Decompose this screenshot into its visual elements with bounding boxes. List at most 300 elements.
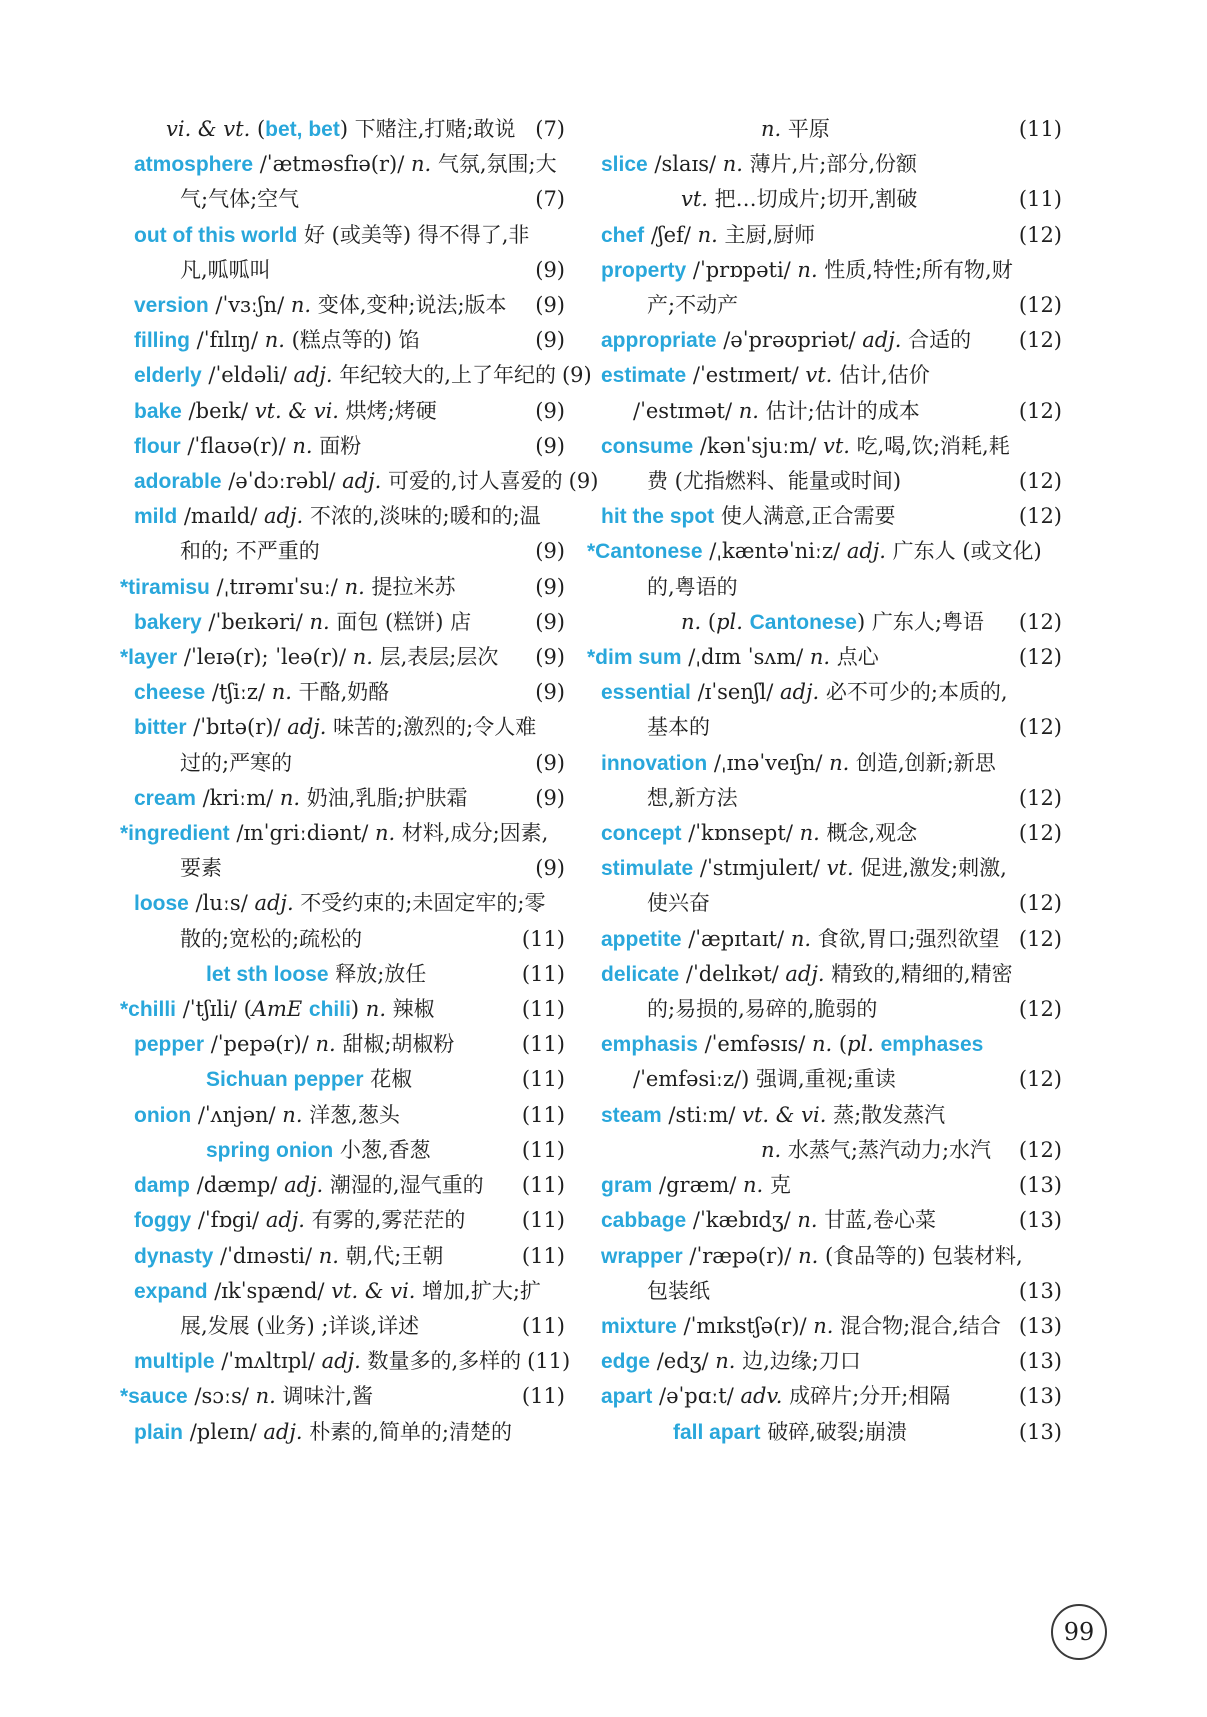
glossary-line-text (134, 1415, 512, 1450)
glossary-line (585, 1027, 1062, 1062)
definition-text: 面粉 (312, 433, 362, 458)
definition-text: 味苦的;激烈的;令人难 (326, 715, 537, 740)
part-of-speech: vt. & vi. (254, 398, 339, 423)
definition-text: /kənˈsjuːm/ (693, 433, 823, 458)
definition-text: 估计,估价 (832, 363, 930, 388)
glossary-line-text (120, 570, 455, 605)
glossary-line (118, 1027, 565, 1062)
glossary-line (585, 218, 1062, 253)
glossary-line-text (647, 570, 738, 605)
definition-text: /ʃef/ (644, 222, 698, 247)
definition-text: /ˈtʃɪli/ ( (176, 997, 252, 1022)
definition-text: /ˈfɒgi/ (191, 1208, 266, 1233)
glossary-line (585, 323, 1062, 358)
glossary-line-text (673, 1415, 907, 1450)
headword-text: filling (134, 329, 190, 353)
definition-text: 朴素的,简单的;清楚的 (302, 1419, 512, 1444)
definition-text: 水蒸气;蒸汽动力;水汽 (781, 1137, 992, 1162)
unit-page-ref: (9) (535, 609, 565, 634)
glossary-line-text (647, 288, 738, 323)
glossary-line (585, 710, 1062, 745)
part-of-speech: pl. (716, 609, 743, 634)
glossary-line (118, 288, 565, 323)
definition-text: 必不可少的;本质的, (819, 680, 1008, 705)
unit-page-ref: (11) (521, 1313, 565, 1338)
glossary-line-text (587, 534, 1042, 569)
unit-page-ref: (9) (535, 328, 565, 353)
page-number-badge (1051, 1604, 1107, 1660)
headword-text: steam (601, 1103, 662, 1127)
glossary-line (585, 1133, 1062, 1168)
definition-text: /græm/ (652, 1173, 743, 1198)
headword-text: plain (134, 1420, 184, 1444)
definition-text: 使兴奋 (647, 891, 710, 916)
definition-text: 增加,扩大;扩 (415, 1278, 541, 1303)
definition-text: /pleɪn/ (183, 1419, 264, 1444)
glossary-line-text (601, 1168, 791, 1203)
part-of-speech: n. (811, 1032, 833, 1057)
definition-text: 使人满意,正合需要 (714, 504, 896, 529)
unit-page-ref: (12) (1018, 504, 1062, 529)
part-of-speech: n. (809, 645, 831, 670)
definition-text: ( (256, 117, 266, 141)
glossary-line-text (601, 957, 1013, 992)
glossary-line (118, 218, 565, 253)
definition-text: /ˈætməsfɪə(r)/ (253, 152, 411, 177)
part-of-speech: n. (813, 1313, 834, 1338)
glossary-line (118, 992, 565, 1027)
definition-text: ( (701, 609, 717, 634)
part-of-speech: n. (410, 152, 432, 177)
headword-text: *ingredient (120, 822, 230, 846)
headword-text: estimate (601, 364, 687, 388)
glossary-line-text (601, 429, 1010, 464)
unit-page-ref: (13) (1018, 1419, 1062, 1444)
unit-page-ref: (11) (521, 997, 565, 1022)
definition-text: 食欲,胃口;强烈欲望 (811, 926, 1000, 951)
headword-text: foggy (134, 1209, 192, 1233)
unit-page-ref: (11) (521, 1102, 565, 1127)
definition-text: /əˈdɔːrəbl/ (221, 469, 343, 494)
glossary-line (118, 1274, 565, 1309)
glossary-column-right (585, 112, 1062, 1450)
part-of-speech: vt. (826, 856, 854, 881)
unit-page-ref: (11) (521, 961, 565, 986)
glossary-line-text (134, 781, 468, 816)
glossary-line (585, 147, 1062, 182)
definition-text: 气;气体;空气 (180, 187, 300, 212)
definition-text: /ˌdɪm ˈsʌm/ (681, 645, 810, 670)
headword-text: *Cantonese (587, 540, 703, 564)
definition-text: ) (350, 997, 366, 1022)
glossary-line-text (134, 1274, 541, 1309)
part-of-speech: n. (282, 1102, 303, 1127)
headword-text: bitter (134, 716, 187, 740)
glossary-line-text (134, 886, 545, 921)
definition-text: /ˈleɪə(r); ˈleə(r)/ (177, 645, 353, 670)
definition-text: 的,粤语的 (647, 574, 738, 599)
definition-text: 精致的,精细的,精密 (824, 961, 1013, 986)
glossary-line-text (134, 358, 556, 393)
headword-text: loose (134, 892, 189, 916)
glossary-line (118, 1133, 565, 1168)
definition-text: 好 (或美等) 得不得了,非 (297, 222, 530, 247)
unit-page-ref: (9) (568, 469, 599, 494)
headword-text: emphasis (601, 1033, 698, 1057)
glossary-line-text (601, 1027, 983, 1062)
glossary-line-text (134, 218, 529, 253)
glossary-line (118, 112, 565, 147)
page-number: 99 (1063, 1618, 1095, 1646)
definition-text: /ˈkɒnsept/ (681, 821, 800, 846)
unit-page-ref: (13) (1018, 1313, 1062, 1338)
headword-text: bet, bet (265, 118, 340, 141)
headword-text: fall apart (673, 1420, 761, 1444)
headword-text: *chilli (120, 998, 177, 1022)
glossary-line (118, 1415, 565, 1450)
part-of-speech: adj. (263, 1419, 303, 1444)
headword-text: chef (601, 223, 645, 247)
glossary-line (585, 253, 1062, 288)
glossary-line-text (761, 112, 830, 147)
definition-text: 创造,创新;新思 (849, 750, 996, 775)
headword-text: bakery (134, 610, 202, 634)
glossary-line (118, 816, 565, 851)
definition-text: 甜椒;胡椒粉 (335, 1032, 455, 1057)
definition-text: /ˈpepə(r)/ (204, 1032, 316, 1057)
part-of-speech: adj. (254, 891, 294, 916)
part-of-speech: n. (761, 1137, 782, 1162)
headword-text: apart (601, 1385, 653, 1409)
definition-text: 小葱,香葱 (333, 1137, 431, 1162)
definition-text: ) 下赌注,打赌;敢说 (339, 117, 516, 141)
headword-text: dynasty (134, 1244, 214, 1268)
definition-text: /stiːm/ (661, 1102, 743, 1127)
headword-text: edge (601, 1350, 651, 1374)
definition-text: 过的;严寒的 (180, 750, 293, 775)
glossary-line-text (134, 1027, 454, 1062)
definition-text: 不浓的,淡味的;暖和的;温 (303, 504, 541, 529)
definition-text: 气氛,氛围;大 (431, 152, 557, 177)
glossary-line-text (647, 781, 738, 816)
glossary-line-text (601, 675, 1008, 710)
headword-text: version (134, 294, 209, 318)
glossary-line-text (601, 816, 917, 851)
definition-text: /ˈstɪmjuleɪt/ (693, 856, 827, 881)
headword-text: atmosphere (134, 153, 254, 177)
definition-text: 变体,变种;说法;版本 (311, 293, 507, 318)
headword-text: slice (601, 153, 648, 177)
definition-text: /sɔːs/ (187, 1384, 256, 1409)
definition-text: /luːs/ (188, 891, 255, 916)
definition-text: /ˈemfəsɪs/ (697, 1032, 812, 1057)
definition-text: /ˈflaʊə(r)/ (180, 433, 293, 458)
part-of-speech: adj. (862, 328, 902, 353)
glossary-line (585, 464, 1062, 499)
glossary-line (585, 957, 1062, 992)
headword-text: out of this world (134, 223, 298, 247)
part-of-speech: n. (352, 645, 373, 670)
headword-text: bake (134, 399, 182, 423)
part-of-speech: n. (315, 1032, 336, 1057)
glossary-line-text (761, 1133, 991, 1168)
glossary-line (118, 1309, 565, 1344)
unit-page-ref: (12) (1018, 785, 1062, 810)
headword-text: flour (134, 434, 181, 458)
part-of-speech: n. (375, 821, 396, 846)
glossary-line (585, 675, 1062, 710)
headword-text: multiple (134, 1350, 215, 1374)
unit-page-ref: (11) (1018, 187, 1062, 212)
unit-page-ref: (7) (535, 187, 565, 212)
part-of-speech: n. (318, 1243, 339, 1268)
definition-text: /ɪkˈspænd/ (207, 1278, 332, 1303)
glossary-line-text (134, 1168, 484, 1203)
definition-text: /tʃiːz/ (205, 680, 272, 705)
part-of-speech: adj. (284, 1173, 324, 1198)
definition-text: 释放;放任 (328, 961, 427, 986)
unit-page-ref: (12) (1018, 891, 1062, 916)
definition-text: 凡,呱呱叫 (180, 257, 271, 282)
part-of-speech: n. (290, 293, 312, 318)
glossary-line (118, 746, 565, 781)
part-of-speech: n. (799, 821, 820, 846)
definition-text (743, 610, 750, 634)
definition-text: ) 广东人;粤语 (856, 609, 984, 634)
definition-text: 广东人 (或文化) (885, 539, 1042, 564)
glossary-line-text (134, 147, 557, 182)
unit-page-ref: (12) (1018, 398, 1062, 423)
unit-page-ref: (12) (1018, 997, 1062, 1022)
part-of-speech: adj. (342, 469, 382, 494)
glossary-line-text (601, 1239, 1023, 1274)
definition-text: 有雾的,雾茫茫的 (304, 1208, 466, 1233)
glossary-line (118, 147, 565, 182)
glossary-line-text (601, 358, 930, 393)
unit-page-ref: (9) (561, 363, 592, 388)
definition-text: 性质,特性;所有物,财 (817, 257, 1013, 282)
glossary-line-text (601, 323, 971, 358)
headword-text: concept (601, 822, 682, 846)
glossary-line-text (134, 288, 507, 323)
unit-page-ref: (11) (521, 1067, 565, 1092)
part-of-speech: n. (715, 1349, 736, 1374)
unit-page-ref: (12) (1018, 293, 1062, 318)
definition-text: 的;易损的,易碎的,脆弱的 (647, 997, 878, 1022)
definition-text: 朝,代;王朝 (338, 1243, 444, 1268)
glossary-line (118, 640, 565, 675)
definition-text: (食品等的) 包装材料, (818, 1243, 1023, 1268)
glossary-line-text (206, 957, 426, 992)
glossary-line-text (120, 992, 435, 1027)
definition-text: 点心 (830, 645, 879, 670)
definition-text: 可爱的,讨人喜爱的 (381, 469, 563, 494)
glossary-line-text (134, 1239, 443, 1274)
definition-text: /ˈʌnjən/ (191, 1102, 283, 1127)
definition-text: /ˈprɒpəti/ (686, 257, 798, 282)
definition-text: 蒸;散发蒸汽 (826, 1102, 946, 1127)
definition-text: 材料,成分;因素, (395, 821, 549, 846)
unit-page-ref: (11) (527, 1349, 571, 1374)
headword-text: delicate (601, 962, 680, 986)
glossary-line (585, 1203, 1062, 1238)
glossary-line-text (134, 464, 563, 499)
unit-page-ref: (11) (1018, 117, 1062, 141)
glossary-line (585, 1239, 1062, 1274)
glossary-columns (118, 112, 1062, 1450)
headword-text: Cantonese (749, 610, 857, 634)
headword-text: Sichuan pepper (206, 1068, 364, 1092)
unit-page-ref: (12) (1018, 1067, 1062, 1092)
glossary-line (585, 182, 1062, 217)
headword-text: spring onion (206, 1138, 334, 1162)
definition-text: 辣椒 (386, 997, 435, 1022)
headword-text: innovation (601, 751, 708, 775)
definition-text: 潮湿的,湿气重的 (323, 1173, 484, 1198)
glossary-line-text (134, 675, 389, 710)
unit-page-ref: (9) (535, 785, 565, 810)
part-of-speech: n. (697, 222, 718, 247)
glossary-line (118, 781, 565, 816)
definition-text: /ˌtɪrəmɪˈsuː/ (209, 574, 345, 599)
glossary-line-text (587, 640, 879, 675)
headword-text: stimulate (601, 857, 694, 881)
glossary-line (118, 886, 565, 921)
glossary-line (118, 1062, 565, 1097)
part-of-speech: n. (271, 680, 292, 705)
unit-page-ref: (9) (535, 750, 565, 775)
definition-text: ( (832, 1032, 848, 1057)
definition-text: 洋葱,葱头 (302, 1102, 400, 1127)
glossary-line (118, 570, 565, 605)
part-of-speech: AmE (251, 997, 303, 1022)
glossary-line (585, 570, 1062, 605)
part-of-speech: n. (309, 609, 330, 634)
glossary-line-text (134, 605, 471, 640)
glossary-line (585, 886, 1062, 921)
glossary-line (118, 323, 565, 358)
definition-text: 包装纸 (647, 1278, 710, 1303)
glossary-line (118, 429, 565, 464)
glossary-line-text (134, 1344, 521, 1379)
headword-text: cabbage (601, 1209, 687, 1233)
glossary-line (118, 1344, 571, 1379)
glossary-line (118, 182, 565, 217)
part-of-speech: vt. (822, 433, 850, 458)
definition-text: /maɪld/ (177, 504, 264, 529)
part-of-speech: adj. (846, 539, 886, 564)
headword-text: onion (134, 1103, 192, 1127)
glossary-line (585, 746, 1062, 781)
part-of-speech: n. (797, 1208, 818, 1233)
glossary-line-text (206, 1133, 431, 1168)
unit-page-ref: (11) (521, 1173, 565, 1198)
glossary-line (585, 1309, 1062, 1344)
unit-page-ref: (12) (1018, 328, 1062, 353)
unit-page-ref: (12) (1018, 645, 1062, 670)
unit-page-ref: (9) (535, 856, 565, 881)
definition-text: /edʒ/ (650, 1349, 716, 1374)
definition-text: /ˈbeɪkəri/ (201, 609, 310, 634)
definition-text: /ɪˈsenʃl/ (690, 680, 781, 705)
glossary-line-text (647, 1274, 710, 1309)
part-of-speech: n. (292, 433, 313, 458)
definition-text: 和的; 不严重的 (180, 539, 320, 564)
unit-page-ref: (11) (521, 1208, 565, 1233)
glossary-line (118, 675, 565, 710)
definition-text: 主厨,厨师 (717, 222, 816, 247)
part-of-speech: n. (798, 1243, 819, 1268)
part-of-speech: n. (722, 152, 743, 177)
glossary-line-text (601, 922, 999, 957)
headword-text: let sth loose (206, 962, 329, 986)
definition-text: 展,发展 (业务) ;详谈,详述 (180, 1313, 420, 1338)
part-of-speech: pl. (847, 1032, 874, 1057)
glossary-line-text (633, 1062, 896, 1097)
glossary-line (585, 112, 1062, 147)
glossary-column-left (118, 112, 599, 1450)
glossary-line-text (647, 992, 877, 1027)
part-of-speech: n. (255, 1384, 276, 1409)
glossary-line (585, 534, 1062, 569)
glossary-line (118, 1203, 565, 1238)
glossary-line (118, 1239, 565, 1274)
part-of-speech: n. (279, 785, 301, 810)
headword-text: damp (134, 1174, 191, 1198)
glossary-line-text (120, 640, 498, 675)
glossary-line (585, 499, 1062, 534)
headword-text: hit the spot (601, 505, 715, 529)
glossary-line-text (166, 112, 515, 147)
headword-text: consume (601, 434, 694, 458)
definition-text: 克 (763, 1173, 791, 1198)
unit-page-ref: (13) (1018, 1278, 1062, 1303)
definition-text: /ˌkæntəˈniːz/ (702, 539, 847, 564)
glossary-line (585, 1379, 1062, 1414)
headword-text: gram (601, 1174, 653, 1198)
headword-text: essential (601, 681, 691, 705)
part-of-speech: vt. & vi. (331, 1278, 416, 1303)
glossary-line (585, 394, 1062, 429)
headword-text: emphases (880, 1033, 984, 1057)
part-of-speech: n. (743, 1173, 764, 1198)
definition-text: 成碎片;分开;相隔 (782, 1384, 951, 1409)
headword-text: cheese (134, 681, 206, 705)
definition-text: 花椒 (363, 1067, 413, 1092)
definition-text: 干酪,奶酪 (291, 680, 390, 705)
definition-text: 平原 (781, 117, 830, 141)
part-of-speech: n. (790, 926, 812, 951)
glossary-line-text (180, 182, 299, 217)
glossary-line (118, 851, 565, 886)
glossary-line-text (134, 1203, 465, 1238)
glossary-line-text (681, 605, 984, 640)
glossary-line (118, 605, 565, 640)
definition-text: 数量多的,多样的 (360, 1349, 522, 1374)
headword-text: appetite (601, 927, 682, 951)
unit-page-ref: (13) (1018, 1208, 1062, 1233)
glossary-line (585, 1168, 1062, 1203)
definition-text: 基本的 (647, 715, 710, 740)
headword-text: expand (134, 1279, 208, 1303)
definition-text: 散的;宽松的;疏松的 (180, 926, 363, 951)
definition-text: /ˈkæbɪdʒ/ (686, 1208, 798, 1233)
definition-text: /ɪnˈgriːdiənt/ (229, 821, 376, 846)
glossary-line-text (647, 464, 901, 499)
glossary-line (118, 253, 565, 288)
part-of-speech: vi. & vt. (166, 117, 257, 141)
headword-text: elderly (134, 364, 202, 388)
